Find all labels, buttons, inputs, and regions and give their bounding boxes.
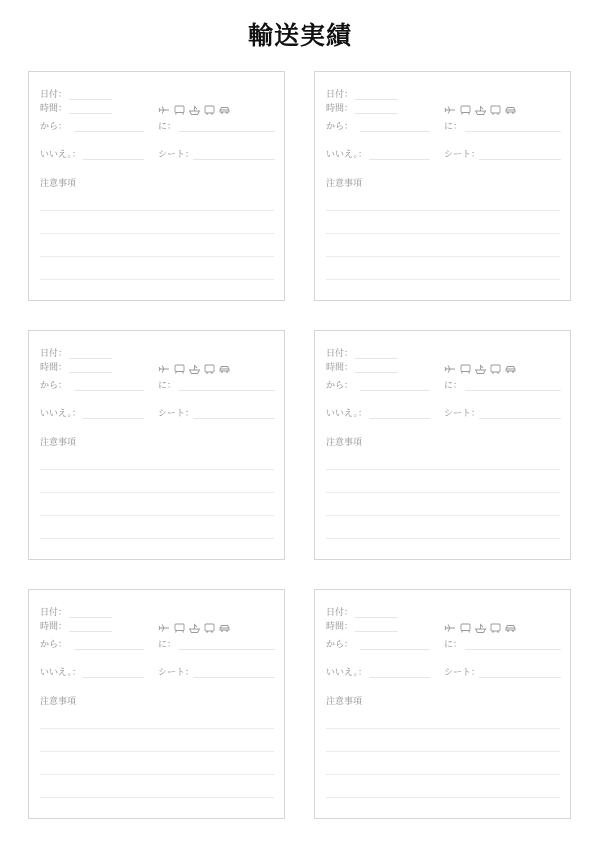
date-label: 日付： [40,90,68,100]
notes-line[interactable] [326,728,560,729]
number-label: いいえ。： [40,150,82,160]
to-field[interactable] [179,131,275,132]
to-field[interactable] [465,649,561,650]
number-label: いいえ。： [40,409,82,419]
notes-line[interactable] [40,515,274,516]
seat-field[interactable] [479,418,561,419]
ship-icon[interactable] [474,105,487,115]
number-field[interactable] [369,159,430,160]
date-field[interactable] [69,99,112,100]
time-field[interactable] [69,631,112,632]
notes-label: 注意事項 [326,438,363,448]
to-field[interactable] [179,390,275,391]
time-label: 時間： [40,363,68,373]
transport-mode-icons [444,364,517,374]
ship-icon[interactable] [188,105,201,115]
notes-line[interactable] [40,492,274,493]
notes-line[interactable] [40,256,274,257]
notes-label: 注意事項 [40,438,77,448]
ship-icon[interactable] [188,364,201,374]
car-icon[interactable] [218,105,231,115]
airplane-icon[interactable] [158,105,171,115]
to-field[interactable] [465,131,561,132]
bus-icon[interactable] [489,364,502,374]
number-label: いいえ。： [326,150,368,160]
date-field[interactable] [69,617,112,618]
bus-icon[interactable] [203,364,216,374]
transport-mode-icons [158,364,231,374]
number-label: いいえ。： [326,409,368,419]
to-label: に： [444,122,463,132]
time-field[interactable] [69,113,112,114]
to-field[interactable] [179,649,275,650]
airplane-icon[interactable] [444,623,457,633]
train-icon[interactable] [459,623,472,633]
bus-icon[interactable] [203,623,216,633]
seat-label: シート： [444,150,481,160]
ship-icon[interactable] [474,364,487,374]
time-field[interactable] [69,372,112,373]
train-icon[interactable] [173,364,186,374]
date-label: 日付： [40,608,68,618]
notes-line[interactable] [40,210,274,211]
airplane-icon[interactable] [444,105,457,115]
notes-line[interactable] [326,210,560,211]
airplane-icon[interactable] [158,364,171,374]
airplane-icon[interactable] [444,364,457,374]
notes-line[interactable] [326,751,560,752]
date-label: 日付： [326,349,354,359]
notes-line[interactable] [326,279,560,280]
train-icon[interactable] [459,364,472,374]
transport-record-card-2 [314,71,571,301]
train-icon[interactable] [173,105,186,115]
from-field[interactable] [74,649,144,650]
transport-record-card-6 [314,589,571,819]
bus-icon[interactable] [489,105,502,115]
notes-line[interactable] [40,233,274,234]
number-field[interactable] [369,677,430,678]
notes-line[interactable] [326,469,560,470]
notes-line[interactable] [40,469,274,470]
transport-mode-icons [444,623,517,633]
seat-field[interactable] [193,159,275,160]
seat-field[interactable] [193,677,275,678]
seat-label: シート： [158,150,195,160]
notes-line[interactable] [326,797,560,798]
date-field[interactable] [69,358,112,359]
date-field[interactable] [355,617,398,618]
notes-line[interactable] [40,797,274,798]
date-field[interactable] [355,358,398,359]
number-field[interactable] [369,418,430,419]
from-label: から： [40,381,68,391]
from-field[interactable] [74,131,144,132]
seat-label: シート： [158,409,195,419]
notes-line[interactable] [40,538,274,539]
from-label: から： [40,640,68,650]
notes-line[interactable] [326,515,560,516]
seat-label: シート： [158,668,195,678]
time-field[interactable] [355,631,398,632]
train-icon[interactable] [173,623,186,633]
number-field[interactable] [83,418,144,419]
time-label: 時間： [326,622,354,632]
notes-line[interactable] [326,774,560,775]
bus-icon[interactable] [489,623,502,633]
notes-line[interactable] [326,538,560,539]
from-field[interactable] [360,131,430,132]
from-label: から： [40,122,68,132]
notes-line[interactable] [326,233,560,234]
car-icon[interactable] [504,364,517,374]
time-label: 時間： [326,104,354,114]
transport-record-card-5 [28,589,285,819]
date-label: 日付： [326,608,354,618]
transport-record-card-1 [28,71,285,301]
date-label: 日付： [326,90,354,100]
to-label: に： [158,122,177,132]
notes-label: 注意事項 [40,697,77,707]
to-field[interactable] [465,390,561,391]
time-field[interactable] [355,113,398,114]
to-label: に： [158,640,177,650]
from-label: から： [326,640,354,650]
car-icon[interactable] [504,623,517,633]
seat-label: シート： [444,409,481,419]
transport-mode-icons [444,105,517,115]
transport-mode-icons [158,105,231,115]
transport-record-card-3 [28,330,285,560]
notes-line[interactable] [326,256,560,257]
number-field[interactable] [83,677,144,678]
ship-icon[interactable] [474,623,487,633]
bus-icon[interactable] [203,105,216,115]
car-icon[interactable] [218,364,231,374]
notes-line[interactable] [40,751,274,752]
date-label: 日付： [40,349,68,359]
ship-icon[interactable] [188,623,201,633]
notes-line[interactable] [40,279,274,280]
airplane-icon[interactable] [158,623,171,633]
seat-field[interactable] [479,159,561,160]
notes-label: 注意事項 [326,179,363,189]
time-field[interactable] [355,372,398,373]
notes-label: 注意事項 [326,697,363,707]
car-icon[interactable] [218,623,231,633]
seat-field[interactable] [479,677,561,678]
number-label: いいえ。： [326,668,368,678]
from-field[interactable] [360,390,430,391]
seat-label: シート： [444,668,481,678]
from-label: から： [326,122,354,132]
from-label: から： [326,381,354,391]
train-icon[interactable] [459,105,472,115]
notes-label: 注意事項 [40,179,77,189]
notes-line[interactable] [326,492,560,493]
time-label: 時間： [326,363,354,373]
date-field[interactable] [355,99,398,100]
to-label: に： [158,381,177,391]
time-label: 時間： [40,622,68,632]
from-field[interactable] [74,390,144,391]
notes-line[interactable] [40,728,274,729]
time-label: 時間： [40,104,68,114]
to-label: に： [444,381,463,391]
number-field[interactable] [83,159,144,160]
seat-field[interactable] [193,418,275,419]
number-label: いいえ。： [40,668,82,678]
car-icon[interactable] [504,105,517,115]
from-field[interactable] [360,649,430,650]
transport-record-card-4 [314,330,571,560]
transport-mode-icons [158,623,231,633]
page-title: 輸送実績 [247,21,352,50]
notes-line[interactable] [40,774,274,775]
to-label: に： [444,640,463,650]
